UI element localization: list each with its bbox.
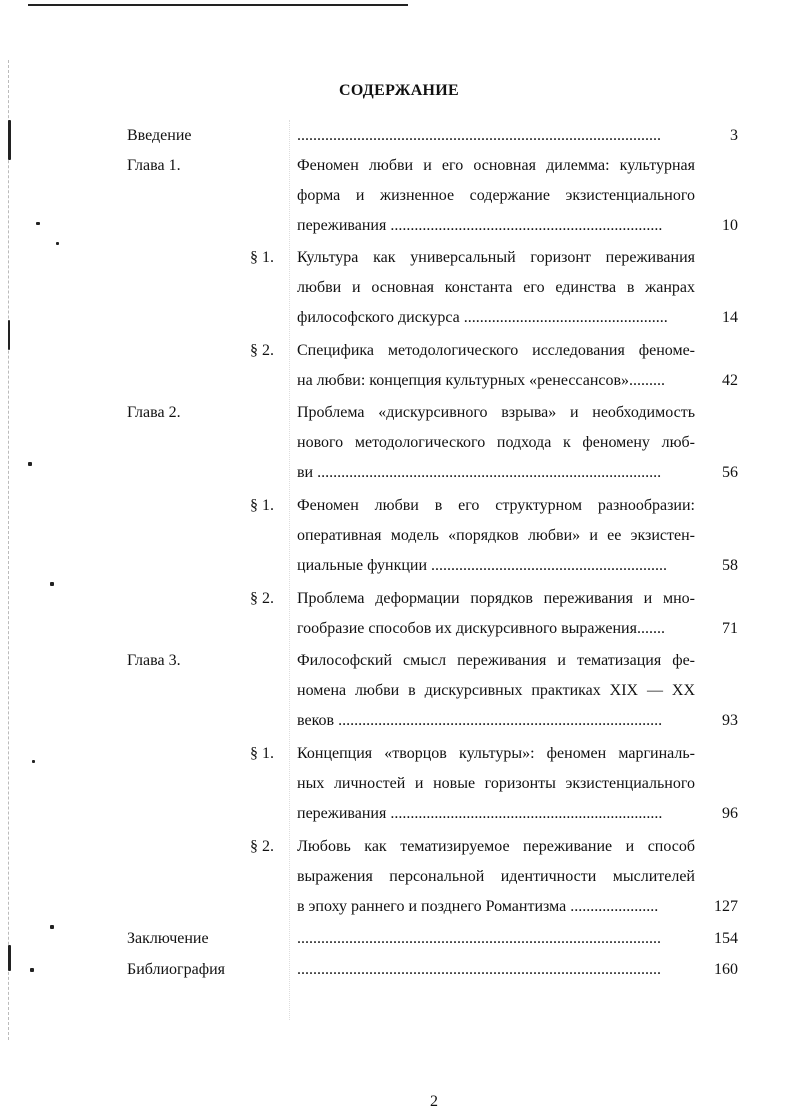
toc-entry-line: Культура как универсальный горизонт переживания (297, 249, 695, 266)
scan-top-border (28, 4, 408, 6)
toc-entry-label: Глава 3. (127, 652, 181, 669)
toc-entry-line: философского дискурса ................................................... (297, 309, 668, 326)
toc-page-number: 58 (722, 557, 738, 574)
toc-entry-line: нового методологического подхода к феномену люб- (297, 434, 695, 451)
toc-entry-line: Концепция «творцов культуры»: феномен маргиналь- (297, 745, 695, 762)
toc-entry-label: Библиография (127, 961, 225, 978)
scan-speck (8, 120, 11, 160)
toc-page-number: 42 (722, 372, 738, 389)
scan-speck (8, 320, 10, 350)
toc-leader-dots: ........................................................................................... (297, 930, 661, 947)
toc-leader-dots: ........................................................................................... (297, 127, 661, 144)
toc-page-number: 14 (722, 309, 738, 326)
toc-entry-line: оперативная модель «порядков любви» и ее экзистен- (297, 527, 695, 544)
toc-entry-line: любви и основная константа его единства в жанрах (297, 279, 695, 296)
toc-entry-line: номена любви в дискурсивных практиках XIX — XX (297, 682, 695, 699)
toc-entry-line: переживания .................................................................... (297, 805, 663, 822)
toc-section-label: § 2. (250, 838, 274, 855)
toc-entry-line: переживания .................................................................... (297, 217, 663, 234)
toc-page-number: 93 (722, 712, 738, 729)
toc-entry-line: Философский смысл переживания и тематизация фе- (297, 652, 695, 669)
toc-page-number: 154 (714, 930, 738, 947)
toc-page-number: 96 (722, 805, 738, 822)
toc-entry-label: Заключение (127, 930, 209, 947)
scan-speck (50, 582, 54, 586)
toc-entry-line: гообразие способов их дискурсивного выражения....... (297, 620, 665, 637)
toc-section-label: § 1. (250, 497, 274, 514)
toc-page-number: 10 (722, 217, 738, 234)
page-number: 2 (430, 1093, 438, 1110)
toc-heading: СОДЕРЖАНИЕ (338, 82, 460, 99)
toc-entry-line: циальные функции ........................................................... (297, 557, 668, 574)
toc-entry-line: выражения персональной идентичности мыслителей (297, 868, 695, 885)
scan-speck (32, 760, 35, 763)
toc-entry-line: веков ................................................................................. (297, 712, 663, 729)
scan-left-edge (8, 60, 9, 1040)
toc-section-label: § 1. (250, 249, 274, 266)
toc-section-label: § 2. (250, 342, 274, 359)
toc-entry-line: ви ...................................................................................... (297, 464, 662, 481)
toc-entry-label: Глава 2. (127, 404, 181, 421)
toc-entry-line: Феномен любви в его структурном разнообразии: (297, 497, 695, 514)
toc-entry-line: в эпоху раннего и позднего Романтизма ...................... (297, 898, 659, 915)
scan-speck (50, 925, 54, 929)
toc-entry-label: Глава 1. (127, 157, 181, 174)
toc-entry-line: ных личностей и новые горизонты экзистенциального (297, 775, 695, 792)
toc-entry-line: Феномен любви и его основная дилемма: культурная (297, 157, 695, 174)
toc-page-number: 3 (730, 127, 738, 144)
scan-speck (36, 222, 40, 225)
scan-speck (28, 462, 32, 466)
toc-page-number: 71 (722, 620, 738, 637)
toc-leader-dots: ........................................................................................... (297, 961, 661, 978)
toc-page-number: 56 (722, 464, 738, 481)
toc-entry-line: форма и жизненное содержание экзистенциального (297, 187, 695, 204)
toc-entry-line: Любовь как тематизируемое переживание и способ (297, 838, 695, 855)
toc-entry-label: Введение (127, 127, 192, 144)
scan-speck (8, 945, 11, 971)
column-guide (289, 120, 290, 1020)
scan-speck (30, 968, 34, 972)
toc-entry-line: на любви: концепция культурных «ренессансов»......... (297, 372, 666, 389)
toc-section-label: § 1. (250, 745, 274, 762)
toc-entry-line: Специфика методологического исследования феноме- (297, 342, 695, 359)
toc-page-number: 160 (714, 961, 738, 978)
toc-entry-line: Проблема деформации порядков переживания и мно- (297, 590, 695, 607)
toc-section-label: § 2. (250, 590, 274, 607)
toc-page-number: 127 (714, 898, 738, 915)
toc-entry-line: Проблема «дискурсивного взрыва» и необходимость (297, 404, 695, 421)
scan-speck (56, 242, 59, 245)
